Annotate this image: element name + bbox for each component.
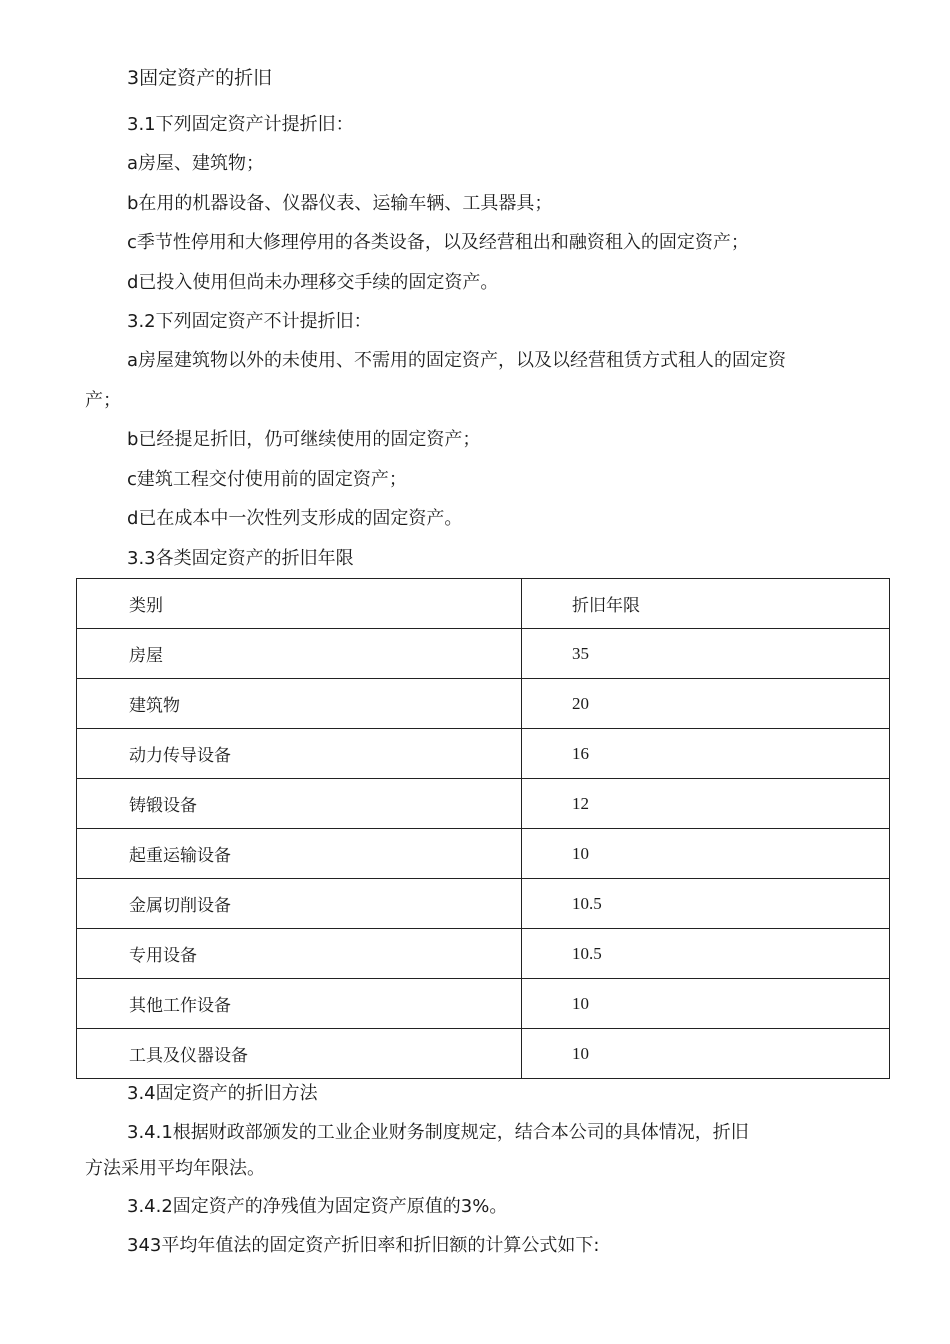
table-row [77, 1029, 890, 1079]
table-cell-years: 10 [522, 829, 890, 879]
table-cell-category: 动力传导设备 [77, 729, 522, 779]
table-row [77, 879, 890, 929]
table-row [77, 829, 890, 879]
list-item: d已在成本中一次性列支形成的固定资产。 [127, 508, 463, 529]
table-row [77, 729, 890, 779]
list-item: d已投入使用但尚未办理移交手续的固定资产。 [127, 272, 499, 293]
table-cell-category: 起重运输设备 [77, 829, 522, 879]
table-row [77, 629, 890, 679]
paragraph-3-4-2: 3.4.2固定资产的净残值为固定资产原值的3%。 [127, 1196, 508, 1217]
list-item: c季节性停用和大修理停用的各类设备，以及经营租出和融资租入的固定资产； [127, 232, 749, 253]
table-cell-years: 10 [522, 1029, 890, 1079]
table-row [77, 929, 890, 979]
depreciation-table [76, 578, 890, 1079]
subsection-3-2-title: 3.2下列固定资产不计提折旧： [127, 311, 372, 332]
table-cell-category: 房屋 [77, 629, 522, 679]
list-item: b已经提足折旧，仍可继续使用的固定资产； [127, 429, 481, 450]
section-title: 3固定资产的折旧 [127, 67, 273, 89]
paragraph-3-4-3: 343平均年值法的固定资产折旧率和折旧额的计算公式如下: [127, 1235, 600, 1256]
table-cell-category: 其他工作设备 [77, 979, 522, 1029]
table-cell-years: 20 [522, 679, 890, 729]
table-row [77, 679, 890, 729]
table-cell-years: 10.5 [522, 879, 890, 929]
table-header-row [77, 579, 890, 629]
list-item: c建筑工程交付使用前的固定资产； [127, 469, 407, 490]
table-cell-category: 建筑物 [77, 679, 522, 729]
list-item-a-line1: a房屋建筑物以外的未使用、不需用的固定资产，以及以经营租赁方式租人的固定资 [127, 350, 787, 371]
table-cell-years: 10.5 [522, 929, 890, 979]
table-cell-years: 12 [522, 779, 890, 829]
subsection-3-3-title: 3.3各类固定资产的折旧年限 [127, 548, 354, 569]
paragraph-3-4-1-line2: 方法采用平均年限法。 [85, 1158, 265, 1179]
table-row [77, 779, 890, 829]
table-cell-category: 工具及仪器设备 [77, 1029, 522, 1079]
table-cell-years: 35 [522, 629, 890, 679]
list-item: b在用的机器设备、仪器仪表、运输车辆、工具器具； [127, 193, 553, 214]
table-header-cell: 折旧年限 [522, 579, 890, 629]
table-cell-years: 16 [522, 729, 890, 779]
table-cell-category: 专用设备 [77, 929, 522, 979]
table-cell-category: 金属切削设备 [77, 879, 522, 929]
table-row [77, 979, 890, 1029]
table-header-cell: 类别 [77, 579, 522, 629]
subsection-3-4-title: 3.4固定资产的折旧方法 [127, 1083, 318, 1104]
table-cell-category: 铸锻设备 [77, 779, 522, 829]
subsection-3-1-title: 3.1下列固定资产计提折旧： [127, 114, 354, 135]
paragraph-3-4-1-line1: 3.4.1根据财政部颁发的工业企业财务制度规定，结合本公司的具体情况，折旧 [127, 1122, 749, 1143]
list-item-a-line2: 产； [85, 390, 121, 411]
table-cell-years: 10 [522, 979, 890, 1029]
list-item: a房屋、建筑物； [127, 153, 265, 174]
